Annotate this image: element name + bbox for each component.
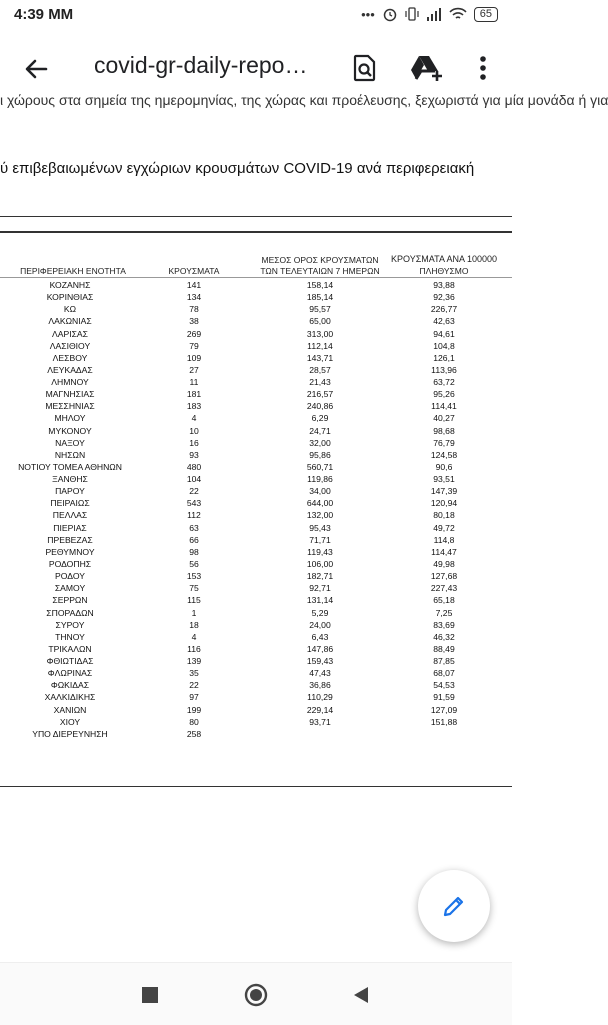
alarm-icon bbox=[382, 6, 398, 22]
cell-region: ΛΑΚΩΝΙΑΣ bbox=[48, 316, 92, 327]
system-back-button[interactable] bbox=[352, 985, 370, 1005]
battery-icon: 65 bbox=[474, 7, 498, 22]
cell-per100k: 90,6 bbox=[435, 461, 453, 472]
cell-region: ΤΗΝΟΥ bbox=[55, 631, 85, 642]
table-caption: ύ επιβεβαιωμένων εγχώριων κρουσμάτων COVID-19 ανά περιφερειακή bbox=[0, 160, 475, 177]
cell-per100k: 127,09 bbox=[430, 704, 458, 715]
cell-avg7: 560,71 bbox=[306, 461, 334, 472]
cell-cases: 4 bbox=[191, 413, 197, 424]
cell-cases: 18 bbox=[189, 619, 199, 630]
cell-region: ΠΕΙΡΑΙΩΣ bbox=[50, 498, 90, 509]
status-icons bbox=[361, 6, 498, 22]
table-row bbox=[0, 644, 512, 655]
cell-cases: 22 bbox=[189, 680, 199, 691]
cell-avg7: 110,29 bbox=[307, 692, 333, 703]
table-row bbox=[0, 498, 512, 509]
cell-per100k: 40,27 bbox=[433, 413, 455, 424]
cell-per100k: 151,88 bbox=[430, 716, 458, 727]
cell-avg7: 132,00 bbox=[306, 510, 334, 521]
signal-icon bbox=[426, 7, 442, 21]
cell-avg7: 6,43 bbox=[311, 631, 329, 642]
cell-region: ΝΗΣΩΝ bbox=[54, 449, 86, 460]
cell-region: ΣΕΡΡΩΝ bbox=[52, 595, 88, 606]
recents-button[interactable] bbox=[142, 987, 158, 1003]
cell-region: ΞΑΝΘΗΣ bbox=[52, 474, 88, 485]
cell-region: ΛΕΥΚΑΔΑΣ bbox=[47, 364, 93, 375]
cell-per100k: 120,94 bbox=[430, 498, 458, 509]
cell-cases: 22 bbox=[189, 486, 199, 497]
cell-avg7: 21,43 bbox=[309, 377, 331, 388]
table-row bbox=[0, 486, 512, 497]
divider-top bbox=[0, 216, 512, 217]
cell-avg7: 143,71 bbox=[306, 352, 334, 363]
back-button[interactable] bbox=[20, 53, 52, 85]
divider-header bbox=[0, 277, 512, 278]
cell-avg7: 240,86 bbox=[306, 401, 334, 412]
header-region: ΠΕΡΙΦΕΡΕΙΑΚΗ ΕΝΟΤΗΤΑ bbox=[20, 266, 126, 276]
cell-avg7: 65,00 bbox=[309, 316, 331, 327]
cell-per100k: 93,51 bbox=[433, 474, 455, 485]
home-button[interactable] bbox=[244, 983, 268, 1007]
cell-avg7: 131,14 bbox=[306, 595, 334, 606]
status-bar bbox=[0, 0, 512, 34]
cell-per100k: 226,77 bbox=[430, 304, 458, 315]
table-row bbox=[0, 559, 512, 570]
table-row bbox=[0, 692, 512, 703]
table-row bbox=[0, 583, 512, 594]
app-bar bbox=[0, 34, 512, 100]
cell-cases: 79 bbox=[189, 340, 199, 351]
cell-per100k: 94,61 bbox=[433, 328, 455, 339]
table-row bbox=[0, 413, 512, 424]
cell-avg7: 6,29 bbox=[311, 413, 329, 424]
cell-per100k: 42,63 bbox=[433, 316, 455, 327]
cell-per100k: 93,88 bbox=[433, 280, 455, 290]
cell-cases: 115 bbox=[187, 595, 201, 606]
cell-region: ΡΟΔΟΥ bbox=[55, 571, 85, 582]
cell-avg7: 34,00 bbox=[309, 486, 331, 497]
cell-cases: 27 bbox=[189, 364, 199, 375]
add-to-drive-button[interactable] bbox=[410, 54, 444, 82]
cell-avg7: 185,14 bbox=[306, 292, 334, 303]
table-row bbox=[0, 389, 512, 400]
table-row bbox=[0, 474, 512, 485]
cell-region: ΠΕΛΛΑΣ bbox=[52, 510, 88, 521]
cell-region: ΠΑΡΟΥ bbox=[55, 486, 85, 497]
cell-per100k: 114,41 bbox=[431, 401, 457, 412]
cell-region: ΦΩΚΙΔΑΣ bbox=[50, 680, 90, 691]
cell-cases: 183 bbox=[186, 401, 202, 412]
arrow-back-icon bbox=[20, 53, 52, 85]
cell-per100k: 95,26 bbox=[433, 389, 455, 400]
cell-per100k: 76,79 bbox=[433, 437, 455, 448]
cell-cases: 4 bbox=[191, 631, 197, 642]
cell-per100k: 49,72 bbox=[433, 522, 455, 533]
cell-region: ΡΕΘΥΜΝΟΥ bbox=[45, 546, 95, 557]
system-nav-bar bbox=[0, 962, 512, 1025]
home-circle-icon bbox=[244, 983, 268, 1007]
table-row bbox=[0, 365, 512, 376]
cell-cases: 98 bbox=[189, 546, 199, 557]
table-row bbox=[0, 668, 512, 679]
vibrate-icon bbox=[405, 6, 419, 22]
cell-region: ΜΑΓΝΗΣΙΑΣ bbox=[45, 389, 95, 400]
cell-region: ΚΟΡΙΝΘΙΑΣ bbox=[46, 292, 94, 303]
cell-avg7: 313,00 bbox=[306, 328, 334, 339]
cell-avg7: 71,71 bbox=[309, 534, 331, 545]
table-row bbox=[0, 717, 512, 728]
cell-per100k: 113,96 bbox=[431, 364, 457, 375]
table-row bbox=[0, 571, 512, 582]
cell-region: ΜΥΚΟΝΟΥ bbox=[48, 425, 92, 436]
cell-region: ΠΡΕΒΕΖΑΣ bbox=[47, 534, 93, 545]
table-row bbox=[0, 353, 512, 364]
cell-per100k: 104,8 bbox=[433, 340, 455, 351]
header-per100k-line1: ΚΡΟΥΣΜΑΤΑ ΑΝΑ 100000 bbox=[391, 254, 497, 264]
cell-region: ΠΙΕΡΙΑΣ bbox=[53, 522, 87, 533]
cell-avg7: 95,86 bbox=[309, 449, 331, 460]
cell-region: ΣΑΜΟΥ bbox=[54, 583, 86, 594]
cell-cases: 199 bbox=[186, 704, 202, 715]
table-row bbox=[0, 401, 512, 412]
cell-per100k: 227,43 bbox=[430, 583, 458, 594]
cell-region: ΜΕΣΣΗΝΙΑΣ bbox=[45, 401, 95, 412]
find-in-document-button[interactable] bbox=[352, 54, 378, 82]
cell-cases: 63 bbox=[189, 522, 199, 533]
table-row bbox=[0, 304, 512, 315]
cell-avg7: 644,00 bbox=[306, 498, 334, 509]
divider-table-top bbox=[0, 231, 512, 233]
cell-per100k: 7,25 bbox=[435, 607, 453, 618]
cell-cases: 258 bbox=[186, 728, 202, 739]
cell-per100k: 46,32 bbox=[433, 631, 455, 642]
cell-avg7: 147,86 bbox=[306, 643, 334, 654]
table-row bbox=[0, 377, 512, 388]
cell-per100k: 114,8 bbox=[433, 534, 455, 545]
table-row bbox=[0, 292, 512, 303]
cell-avg7: 92,71 bbox=[309, 583, 331, 594]
cell-region: ΧΑΛΚΙΔΙΚΗΣ bbox=[44, 692, 96, 703]
cell-region: ΚΩ bbox=[63, 304, 77, 315]
cell-cases: 35 bbox=[189, 668, 199, 679]
add-to-drive-icon bbox=[410, 54, 444, 82]
cell-cases: 543 bbox=[186, 498, 202, 509]
cell-cases: 480 bbox=[186, 461, 202, 472]
table-row bbox=[0, 595, 512, 606]
table-row bbox=[0, 426, 512, 437]
table-row bbox=[0, 523, 512, 534]
cell-cases: 139 bbox=[186, 656, 202, 667]
cell-cases: 112 bbox=[187, 510, 201, 521]
cell-region: ΡΟΔΟΠΗΣ bbox=[48, 558, 92, 569]
cell-cases: 66 bbox=[189, 534, 199, 545]
table-row bbox=[0, 316, 512, 327]
divider-table-bottom bbox=[0, 786, 512, 787]
cell-avg7: 159,43 bbox=[306, 656, 334, 667]
cell-region: ΛΑΣΙΘΙΟΥ bbox=[49, 340, 91, 351]
cell-avg7: 182,71 bbox=[306, 571, 334, 582]
cell-cases: 109 bbox=[186, 352, 202, 363]
table-row bbox=[0, 632, 512, 643]
table-row bbox=[0, 729, 512, 740]
cell-cases: 153 bbox=[186, 571, 202, 582]
document-title: covid-gr-daily-repo… bbox=[94, 52, 308, 78]
document-viewer[interactable] bbox=[0, 92, 608, 962]
cell-per100k: 83,69 bbox=[433, 619, 455, 630]
edit-button[interactable] bbox=[418, 870, 490, 942]
cell-avg7: 36,86 bbox=[309, 680, 331, 691]
cell-per100k: 124,58 bbox=[430, 449, 458, 460]
triangle-back-icon bbox=[352, 985, 370, 1005]
cell-cases: 56 bbox=[189, 558, 199, 569]
cell-per100k: 147,39 bbox=[430, 486, 458, 497]
status-time: 4:39 MM bbox=[14, 6, 74, 23]
cell-region: ΧΙΟΥ bbox=[59, 716, 81, 727]
cell-cases: 141 bbox=[186, 280, 202, 290]
cell-cases: 38 bbox=[189, 316, 199, 327]
table-row bbox=[0, 547, 512, 558]
cell-region: ΜΗΛΟΥ bbox=[54, 413, 86, 424]
cell-per100k: 88,49 bbox=[433, 643, 455, 654]
table-row bbox=[0, 280, 512, 291]
cell-avg7: 32,00 bbox=[309, 437, 331, 448]
cell-avg7: 95,57 bbox=[309, 304, 331, 315]
cell-per100k: 98,68 bbox=[433, 425, 455, 436]
table-row bbox=[0, 680, 512, 691]
table-row bbox=[0, 329, 512, 340]
cell-avg7: 93,71 bbox=[309, 716, 331, 727]
cell-avg7: 106,00 bbox=[306, 558, 334, 569]
cell-cases: 75 bbox=[189, 583, 199, 594]
cell-per100k: 114,47 bbox=[431, 546, 457, 557]
table-row bbox=[0, 438, 512, 449]
cell-cases: 134 bbox=[186, 292, 202, 303]
cell-cases: 11 bbox=[189, 377, 199, 388]
cell-cases: 269 bbox=[186, 328, 202, 339]
table-row bbox=[0, 705, 512, 716]
cell-per100k: 92,36 bbox=[433, 292, 455, 303]
cell-per100k: 80,18 bbox=[433, 510, 455, 521]
cell-region: ΝΟΤΙΟΥ ΤΟΜΕΑ ΑΘΗΝΩΝ bbox=[18, 461, 122, 472]
cell-cases: 78 bbox=[189, 304, 199, 315]
cell-cases: 10 bbox=[189, 425, 199, 436]
cell-cases: 181 bbox=[186, 389, 202, 400]
cell-cases: 116 bbox=[187, 643, 201, 654]
cell-avg7: 229,14 bbox=[306, 704, 334, 715]
cell-region: ΛΕΣΒΟΥ bbox=[52, 352, 88, 363]
table-row bbox=[0, 656, 512, 667]
cell-cases: 80 bbox=[189, 716, 199, 727]
cell-cases: 16 bbox=[189, 437, 199, 448]
cell-avg7: 119,43 bbox=[307, 546, 333, 557]
cell-region: ΥΠΟ ΔΙΕΡΕΥΝΗΣΗ bbox=[32, 728, 108, 739]
cut-off-text-line: ι χώρους στα σημεία της ημερομηνίας, της χώρας και προέλευσης, ξεχωριστά για μία μονάδα ή για bbox=[0, 92, 608, 108]
more-vert-icon bbox=[476, 52, 490, 84]
pencil-icon bbox=[442, 894, 466, 918]
cell-per100k: 68,07 bbox=[433, 668, 455, 679]
cell-per100k: 49,98 bbox=[433, 558, 455, 569]
cell-region: ΚΟΖΑΝΗΣ bbox=[49, 280, 91, 290]
cell-avg7: 158,14 bbox=[306, 280, 334, 290]
cell-avg7: 119,86 bbox=[307, 474, 333, 485]
cell-avg7: 95,43 bbox=[309, 522, 331, 533]
find-in-document-icon bbox=[352, 54, 378, 82]
cell-region: ΦΛΩΡΙΝΑΣ bbox=[47, 668, 93, 679]
cell-region: ΧΑΝΙΩΝ bbox=[53, 704, 87, 715]
cell-avg7: 24,00 bbox=[309, 619, 331, 630]
more-options-button[interactable] bbox=[476, 52, 490, 84]
cell-region: ΝΑΞΟΥ bbox=[55, 437, 85, 448]
cell-per100k: 87,85 bbox=[433, 656, 455, 667]
cell-avg7: 112,14 bbox=[307, 340, 333, 351]
cell-cases: 1 bbox=[191, 607, 197, 618]
cell-region: ΤΡΙΚΑΛΩΝ bbox=[48, 643, 92, 654]
cell-per100k: 126,1 bbox=[433, 352, 455, 363]
table-row bbox=[0, 608, 512, 619]
cell-per100k: 65,18 bbox=[433, 595, 455, 606]
cell-avg7: 216,57 bbox=[306, 389, 334, 400]
cell-region: ΦΘΙΩΤΙΔΑΣ bbox=[46, 656, 94, 667]
cell-region: ΣΥΡΟΥ bbox=[55, 619, 85, 630]
table-row bbox=[0, 535, 512, 546]
cell-avg7: 5,29 bbox=[311, 607, 329, 618]
table-row bbox=[0, 341, 512, 352]
cell-cases: 97 bbox=[189, 692, 199, 703]
cell-avg7: 28,57 bbox=[309, 364, 331, 375]
header-avg7-line2: ΤΩΝ ΤΕΛΕΥΤΑΙΩΝ 7 ΗΜΕΡΩΝ bbox=[260, 266, 380, 276]
cell-cases: 93 bbox=[189, 449, 199, 460]
table-row bbox=[0, 450, 512, 461]
cell-per100k: 91,59 bbox=[433, 692, 455, 703]
table-row bbox=[0, 620, 512, 631]
table-row bbox=[0, 510, 512, 521]
cell-cases: 104 bbox=[186, 474, 202, 485]
table-row bbox=[0, 462, 512, 473]
header-cases: ΚΡΟΥΣΜΑΤΑ bbox=[168, 266, 220, 276]
wifi-icon bbox=[449, 7, 467, 21]
cell-region: ΛΑΡΙΣΑΣ bbox=[52, 328, 88, 339]
cell-region: ΣΠΟΡΑΔΩΝ bbox=[46, 607, 94, 618]
cell-per100k: 54,53 bbox=[433, 680, 455, 691]
cell-per100k: 127,68 bbox=[430, 571, 458, 582]
header-avg7-line1: ΜΕΣΟΣ ΟΡΟΣ ΚΡΟΥΣΜΑΤΩΝ bbox=[261, 255, 379, 265]
cell-avg7: 47,43 bbox=[309, 668, 331, 679]
cell-per100k: 63,72 bbox=[433, 377, 455, 388]
notification-dots: ••• bbox=[361, 6, 375, 22]
header-per100k-line2: ΠΛΗΘΥΣΜΟ bbox=[419, 266, 469, 276]
cell-region: ΛΗΜΝΟΥ bbox=[51, 377, 89, 388]
cell-avg7: 24,71 bbox=[309, 425, 331, 436]
